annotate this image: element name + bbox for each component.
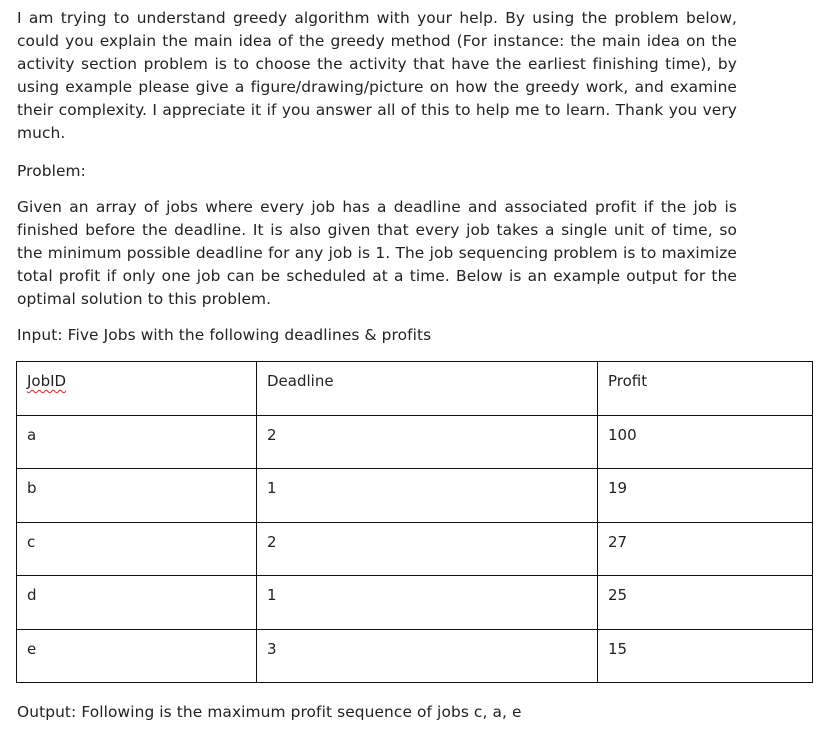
intro-paragraph: I am trying to understand greedy algorithm with your help. By using the problem below, could you explain the main idea of the greedy method (For instance: the main idea on the activity section problem is to choose the activity that have the earliest finishing time), by using example please give a figure/drawing/picture on how the greedy work, and examine their complexity. I appreciate it if you answer all of this to help me to learn. Thank you very much. [17, 9, 737, 142]
cell-jobid: b [17, 469, 257, 523]
problem-label: Problem: [17, 162, 86, 180]
table-row [17, 522, 813, 576]
cell-profit: 27 [598, 522, 813, 576]
cell-jobid: d [17, 576, 257, 630]
cell-deadline: 3 [257, 629, 598, 683]
table-row [17, 629, 813, 683]
cell-jobid: a [17, 415, 257, 469]
table-row [17, 415, 813, 469]
cell-jobid: e [17, 629, 257, 683]
cell-deadline: 1 [257, 469, 598, 523]
input-label: Input: Five Jobs with the following deadlines & profits [17, 326, 432, 344]
table-row [17, 469, 813, 523]
header-profit: Profit [598, 362, 813, 416]
table-row [17, 576, 813, 630]
cell-profit: 25 [598, 576, 813, 630]
cell-profit: 15 [598, 629, 813, 683]
cell-profit: 100 [598, 415, 813, 469]
cell-deadline: 2 [257, 522, 598, 576]
header-deadline: Deadline [257, 362, 598, 416]
jobs-table [16, 361, 813, 683]
cell-deadline: 2 [257, 415, 598, 469]
table-header-row [17, 362, 813, 416]
output-line: Output: Following is the maximum profit sequence of jobs c, a, e [17, 703, 522, 721]
problem-paragraph: Given an array of jobs where every job has a deadline and associated profit if the job is finished before the deadline. It is also given that every job takes a single unit of time, so the minimum possible deadline for any job is 1. The job sequencing problem is to maximize total profit if only one job can be scheduled at a time. Below is an example output for the optimal solution to this problem. [17, 198, 737, 308]
cell-profit: 19 [598, 469, 813, 523]
header-jobid: JobID [27, 372, 67, 390]
cell-jobid: c [17, 522, 257, 576]
cell-deadline: 1 [257, 576, 598, 630]
